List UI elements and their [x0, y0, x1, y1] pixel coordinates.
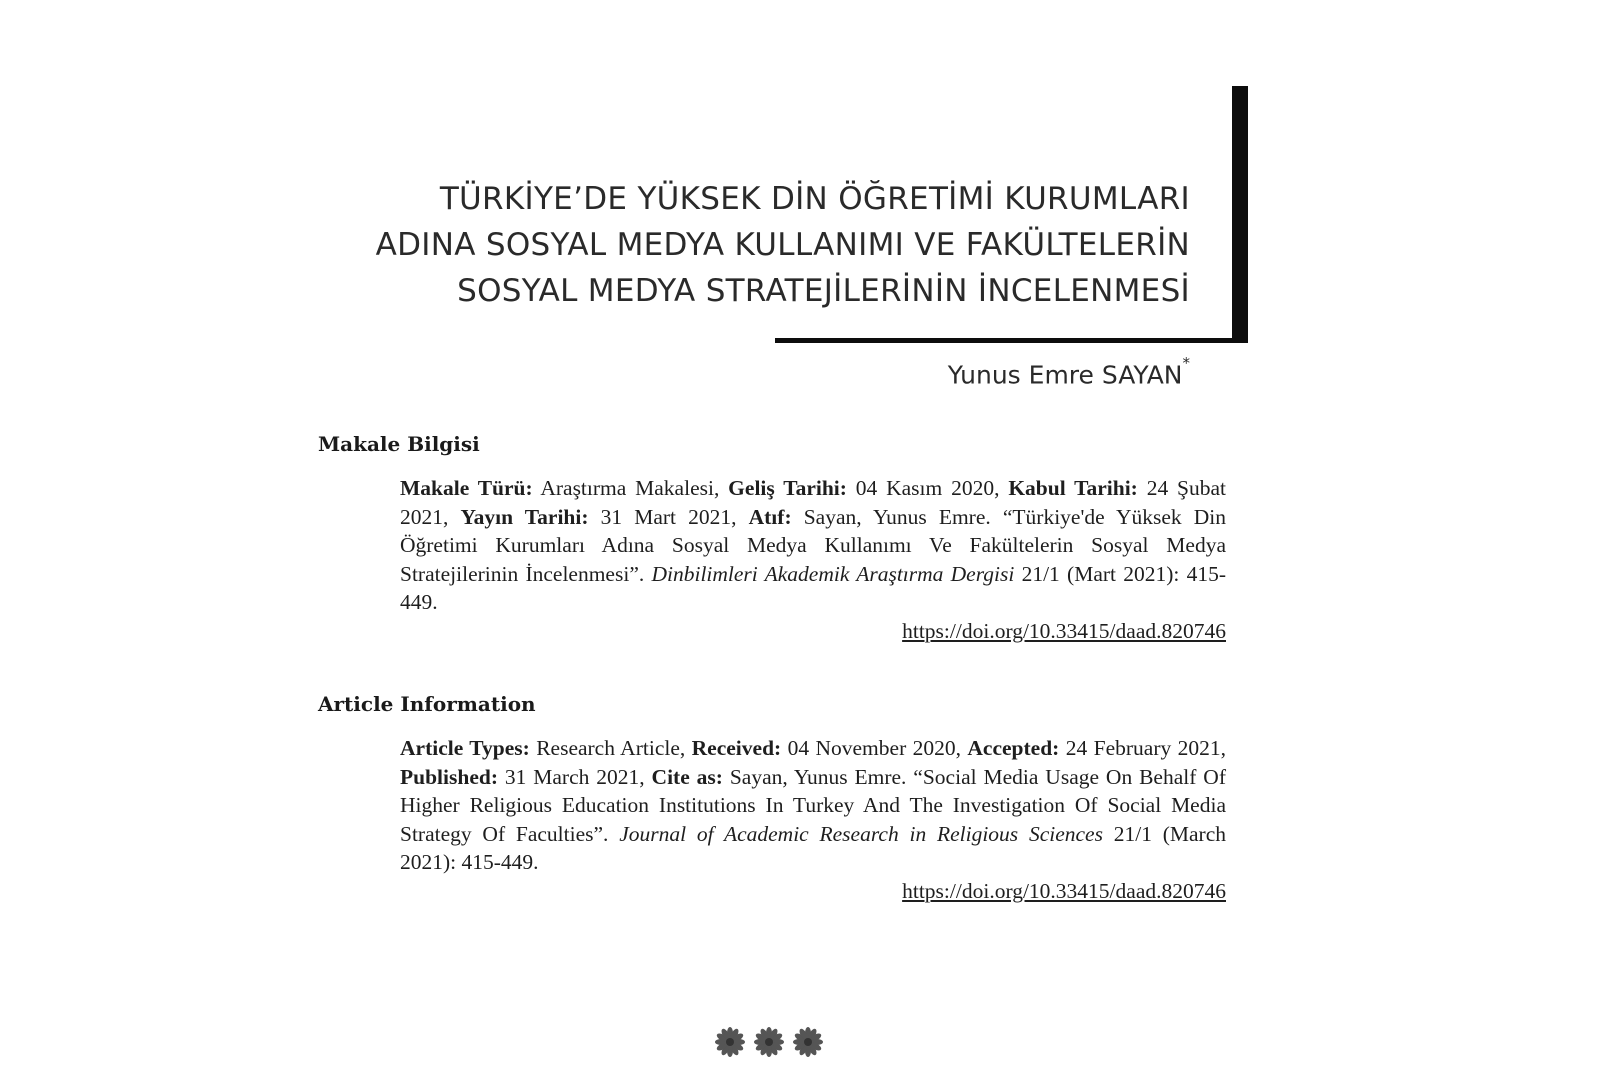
author-footnote-mark[interactable]: *	[1182, 354, 1190, 372]
makale-published-label: Yayın Tarihi:	[460, 504, 589, 529]
article-information-heading: Article Information	[318, 692, 536, 716]
article-type-value: Research Article,	[529, 736, 692, 760]
article-title-line-3: SOSYAL MEDYA STRATEJİLERİNİN İNCELENMESİ	[457, 273, 1190, 309]
title-vertical-rule	[1232, 86, 1248, 343]
article-accepted-label: Accepted:	[967, 736, 1060, 760]
article-accepted-value: 24 February 2021,	[1059, 736, 1227, 760]
article-published-label: Published:	[400, 764, 498, 789]
flower-ornament-icon	[753, 1026, 785, 1058]
article-doi-link[interactable]: https://doi.org/10.33415/daad.820746	[902, 878, 1226, 903]
article-received-label: Received:	[691, 736, 782, 760]
makale-type-value: Araştırma Makalesi,	[532, 476, 729, 500]
makale-journal-name: Dinbilimleri Akademik Araştırma Dergisi	[651, 561, 1015, 586]
flower-ornament-icon	[714, 1026, 746, 1058]
section-ornament	[714, 1024, 824, 1060]
flower-ornament-icon	[792, 1026, 824, 1058]
makale-received-value: 04 Kasım 2020,	[846, 476, 1009, 500]
article-cite-label: Cite as:	[651, 764, 723, 789]
article-information-block	[400, 734, 1226, 905]
article-received-value: 04 November 2020,	[781, 736, 968, 760]
makale-received-label: Geliş Tarihi:	[728, 476, 847, 500]
author-name-text: Yunus Emre SAYAN	[947, 360, 1183, 390]
makale-bilgisi-block	[400, 474, 1226, 645]
makale-accepted-label: Kabul Tarihi:	[1008, 476, 1138, 500]
article-type-label: Article Types:	[400, 736, 530, 760]
makale-cite-label: Atıf:	[748, 504, 792, 529]
article-journal-name: Journal of Academic Research in Religious Sciences	[619, 821, 1103, 846]
makale-published-value: 31 Mart 2021,	[588, 504, 749, 529]
article-published-value: 31 March 2021,	[497, 764, 652, 789]
makale-volume: 21/1 (Mart 2021): 415-449.	[400, 561, 1226, 614]
makale-bilgisi-heading: Makale Bilgisi	[318, 432, 480, 456]
makale-type-label: Makale Türü:	[400, 476, 533, 500]
makale-doi-link[interactable]: https://doi.org/10.33415/daad.820746	[902, 618, 1226, 643]
title-horizontal-rule	[775, 338, 1248, 343]
article-cite-value: Sayan, Yunus Emre. “Social Media Usage On Behalf Of Higher Religious Education Institutions In Turkey And The Investigation Of Social Media Strategy Of Faculties”.	[400, 764, 1226, 846]
makale-accepted-value: 24 Şubat 2021,	[400, 476, 1227, 529]
article-title-line-1: TÜRKİYE’DE YÜKSEK DİN ÖĞRETİMİ KURUMLARI	[439, 181, 1190, 217]
article-title	[290, 176, 1190, 314]
article-title-line-2: ADINA SOSYAL MEDYA KULLANIMI VE FAKÜLTELERİN	[375, 227, 1190, 263]
makale-cite-value: Sayan, Yunus Emre. “Türkiye'de Yüksek Din Öğretimi Kurumları Adına Sosyal Medya Kullanımı Ve Fakültelerin Sosyal Medya Stratejilerinin İncelenmesi”.	[400, 504, 1226, 586]
author-name	[947, 354, 1190, 390]
article-volume: 21/1 (March 2021): 415-449.	[400, 821, 1227, 874]
